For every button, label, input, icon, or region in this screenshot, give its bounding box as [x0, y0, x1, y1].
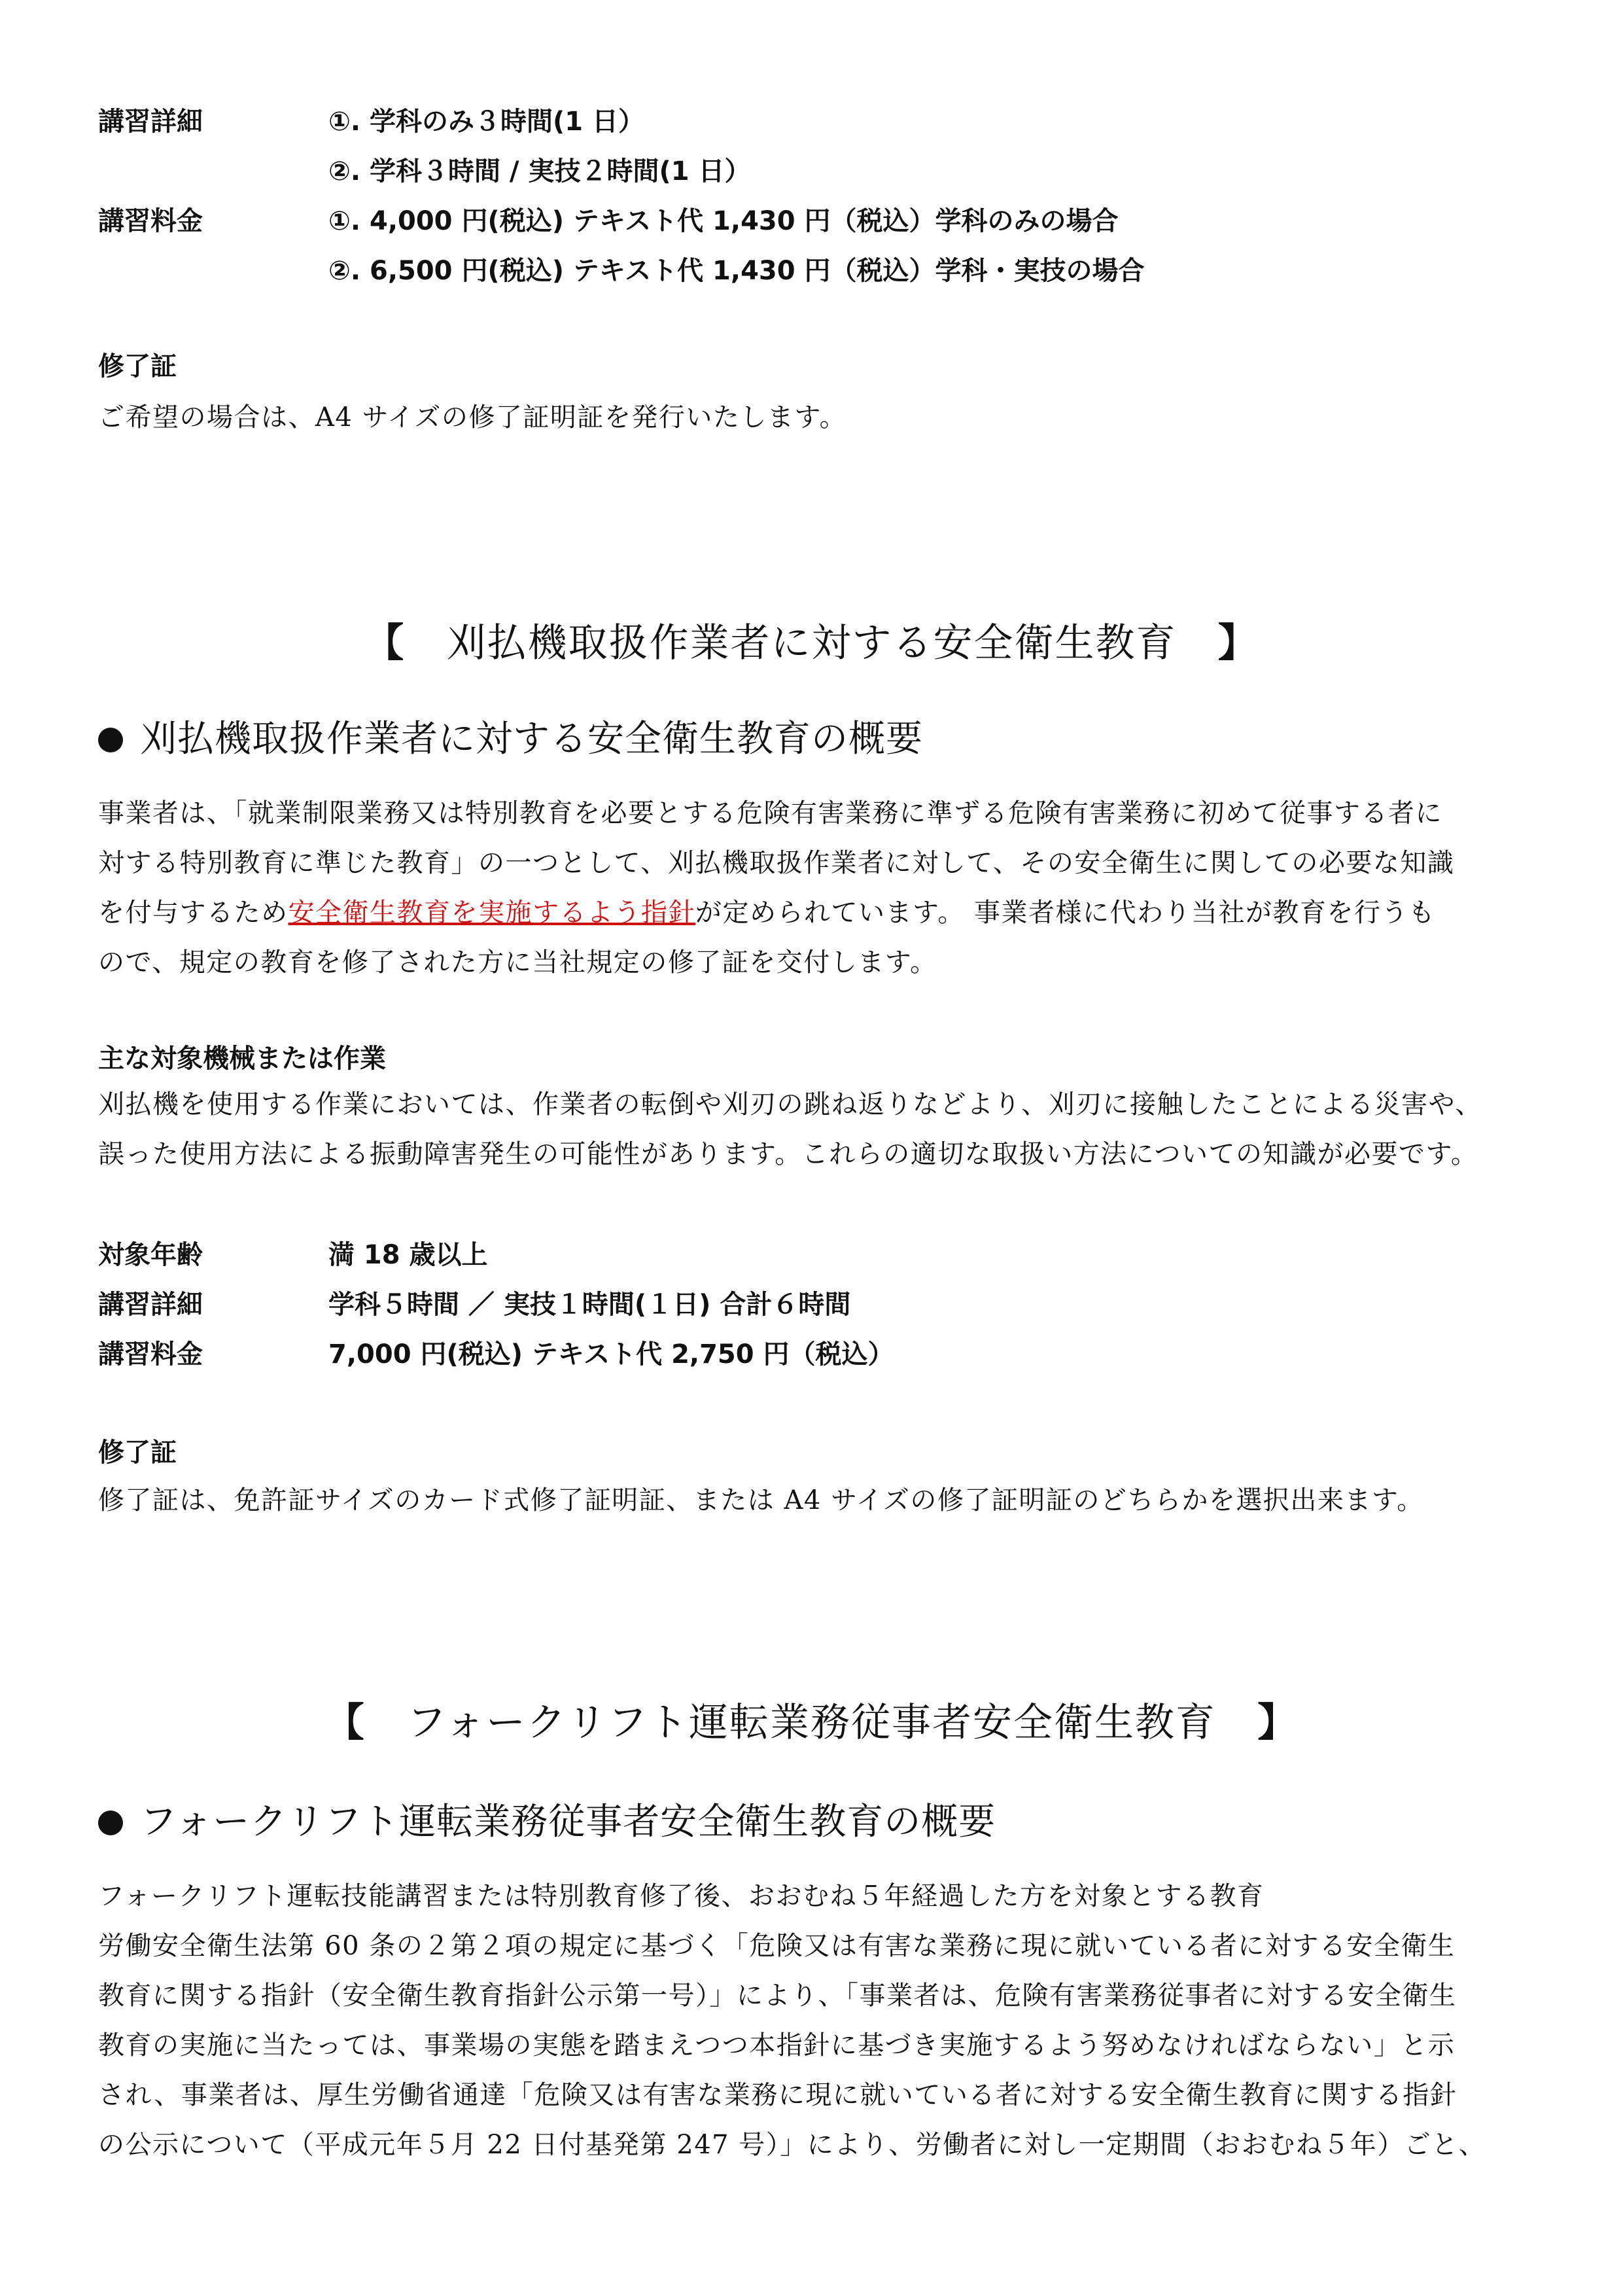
paragraph-line: 労働安全衛生法第 60 条の２第２項の規定に基づく「危険又は有害な業務に現に就いている者に対する安全衛生 [98, 1931, 1456, 1961]
paragraph-line: され、事業者は、厚生労働省通達「危険又は有害な業務に現に就いている者に対する安全衛生教育に関する指針 [98, 2080, 1457, 2110]
target-label: 主な対象機械または作業 [98, 1044, 386, 1074]
cert-label: 修了証 [98, 1438, 177, 1468]
section1-paragraph [98, 788, 1524, 987]
section2-heading [98, 1796, 996, 1848]
fee-label: 講習料金 [98, 206, 203, 236]
paragraph-line: 誤った使用方法による振動障害発生の可能性があります。これらの適切な取扱い方法についての知識が必要です。 [98, 1139, 1478, 1169]
section1-title [0, 614, 1623, 673]
paragraph-text: を付与するため [98, 898, 288, 928]
paragraph-line: 教育の実施に当たっては、事業場の実態を踏まえつつ本指針に基づき実施するよう努めなければならない」と示 [98, 2030, 1456, 2060]
section1-title-text: 刈払機取扱作業者に対する安全衛生教育 [446, 620, 1177, 666]
fee-value-2: ②. 6,500 円(税込) テキスト代 1,430 円（税込）学科・実技の場合 [328, 256, 1145, 286]
paragraph-line: の公示について（平成元年５月 22 日付基発第 247 号）」により、労働者に対し一定期間（おおむね５年）ごと、 [98, 2130, 1486, 2160]
detail-label: 講習詳細 [98, 107, 203, 137]
bracket-open: 【 [364, 620, 406, 666]
cert-text-line: ご希望の場合は、A4 サイズの修了証明証を発行いたします。 [98, 402, 847, 433]
paragraph-line: 教育に関する指針（安全衛生教育指針公示第一号）」により、「事業者は、危険有害業務従事者に対する安全衛生 [98, 1981, 1457, 2011]
section2-title [0, 1693, 1623, 1752]
fee-value-1: ①. 4,000 円(税込) テキスト代 1,430 円（税込）学科のみの場合 [328, 206, 1119, 236]
section1-heading-text: 刈払機取扱作業者に対する安全衛生教育の概要 [140, 718, 923, 760]
section2-heading-text: フォークリフト運転業務従事者安全衛生教育の概要 [140, 1801, 996, 1843]
cert-text [98, 393, 1524, 442]
cert-label: 修了証 [98, 351, 177, 381]
bracket-close: 】 [1217, 620, 1259, 666]
bracket-open: 【 [324, 1700, 366, 1746]
paragraph-line: 事業者は、「就業制限業務又は特別教育を必要とする危険有害業務に準ずる危険有害業務に初めて従事する者に [98, 798, 1442, 828]
detail-value: 学科５時間 ／ 実技１時間(１日) 合計６時間 [328, 1290, 851, 1320]
paragraph-line: 刈払機を使用する作業においては、作業者の転倒や刈刃の跳ね返りなどより、刈刃に接触したことによる災害や、 [98, 1089, 1482, 1120]
section2-title-text: フォークリフト運転業務従事者安全衛生教育 [407, 1700, 1216, 1746]
cert-text [98, 1475, 1524, 1525]
fee-value: 7,000 円(税込) テキスト代 2,750 円（税込） [328, 1339, 894, 1369]
age-value: 満 18 歳以上 [328, 1240, 488, 1270]
bullet-icon [98, 728, 123, 752]
age-label: 対象年齢 [98, 1240, 203, 1270]
guideline-link[interactable]: 安全衛生教育を実施するよう指針 [288, 898, 695, 928]
paragraph-line: ので、規定の教育を修了された方に当社規定の修了証を交付します。 [98, 947, 937, 978]
detail-value-1: ①. 学科のみ３時間(1 日） [328, 107, 645, 137]
paragraph-line: 対する特別教育に準じた教育」の一つとして、刈払機取扱作業者に対して、その安全衛生に関しての必要な知識 [98, 848, 1455, 878]
detail-value-2: ②. 学科３時間 / 実技２時間(1 日） [328, 156, 751, 186]
paragraph-line: フォークリフト運転技能講習または特別教育修了後、おおむね５年経過した方を対象とする教育 [98, 1881, 1265, 1911]
fee-label: 講習料金 [98, 1339, 203, 1369]
section2-paragraph [98, 1871, 1524, 2170]
section1-heading [98, 713, 923, 766]
paragraph-line [98, 888, 1524, 938]
detail-label: 講習詳細 [98, 1290, 203, 1320]
target-paragraph [98, 1080, 1524, 1179]
bullet-icon [98, 1810, 123, 1835]
paragraph-text: が定められています。 事業者様に代わり当社が教育を行うも [695, 898, 1436, 928]
cert-text-line: 修了証は、免許証サイズのカード式修了証明証、または A4 サイズの修了証明証のどちらかを選択出来ます。 [98, 1485, 1424, 1515]
bracket-close: 】 [1257, 1700, 1299, 1746]
